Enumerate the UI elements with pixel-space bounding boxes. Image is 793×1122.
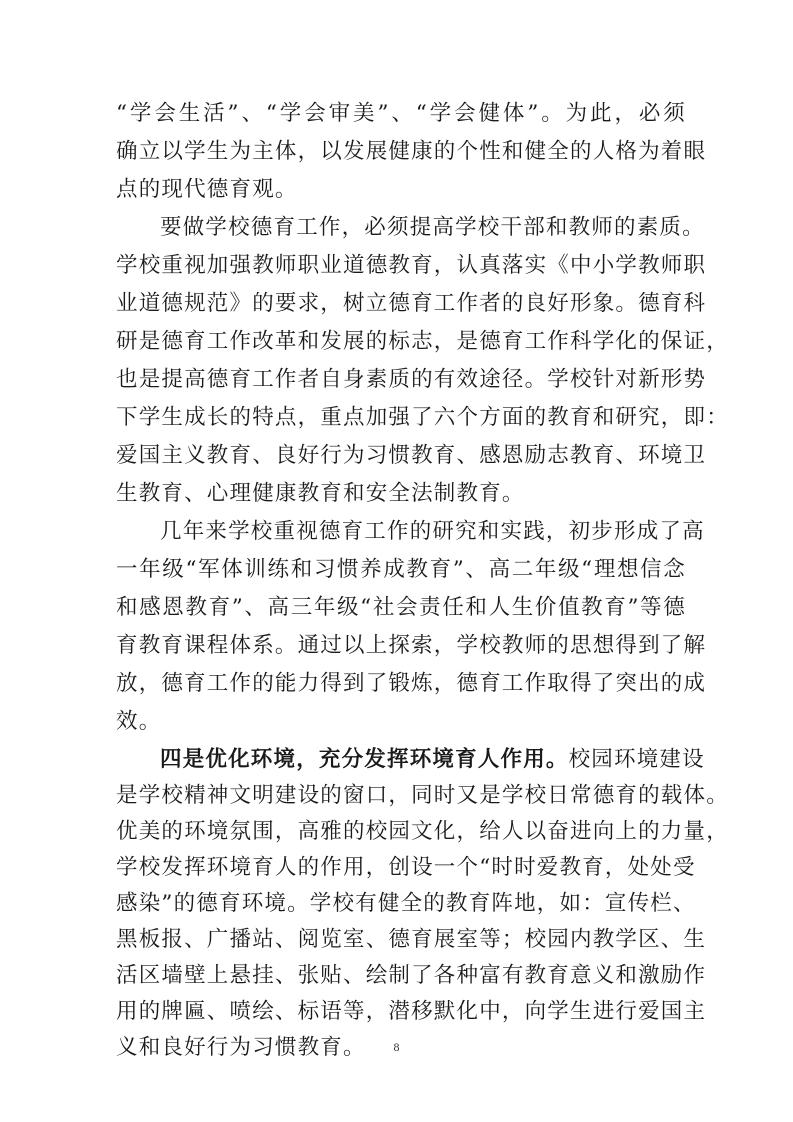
paragraph-line <box>160 746 705 774</box>
paragraph-line: 也是提高德育工作者自身素质的有效途径。学校针对新形势 <box>116 367 707 392</box>
paragraph-line: 和感恩教育”、高三年级“社会责任和人生价值教育”等德 <box>116 595 686 620</box>
paragraph-line: 生教育、心理健康教育和安全法制教育。 <box>116 481 525 506</box>
paragraph-line: 育教育课程体系。通过以上探索，学校教师的思想得到了解 <box>116 633 707 658</box>
paragraph-line: “学会生活”、“学会审美”、“学会健体”。为此，必须 <box>116 101 686 126</box>
page-number: 8 <box>393 1040 400 1054</box>
section-heading: 四是优化环境，充分发挥环境育人作用。 <box>160 747 569 772</box>
paragraph-line: 学校发挥环境育人的作用，创设一个“时时爱教育，处处受 <box>116 855 696 880</box>
paragraph-line: 下学生成长的特点，重点加强了六个方面的教育和研究，即： <box>116 405 729 430</box>
paragraph-text: 校园环境建设 <box>568 747 705 772</box>
paragraph-line: 研是德育工作改革和发展的标志，是德育工作科学化的保证， <box>116 329 729 354</box>
paragraph-line: 点的现代德育观。 <box>116 177 298 202</box>
paragraph-line: 一年级“军体训练和习惯养成教育”、高二年级“理想信念 <box>116 557 686 582</box>
paragraph-line: 几年来学校重视德育工作的研究和实践，初步形成了高 <box>160 519 705 544</box>
paragraph-line: 感染”的德育环境。学校有健全的教育阵地，如：宣传栏、 <box>116 891 696 916</box>
paragraph-line: 用的牌匾、喷绘、标语等，潜移默化中，向学生进行爱国主 <box>116 999 707 1024</box>
paragraph-line: 确立以学生为主体，以发展健康的个性和健全的人格为着眼 <box>116 139 707 164</box>
paragraph-line: 效。 <box>116 709 162 734</box>
paragraph-line: 活区墙壁上悬挂、张贴、绘制了各种富有教育意义和激励作 <box>116 963 707 988</box>
paragraph-line: 优美的环境氛围，高雅的校园文化，给人以奋进向上的力量， <box>116 819 729 844</box>
paragraph-line: 业道德规范》的要求，树立德育工作者的良好形象。德育科 <box>116 291 707 316</box>
paragraph-line: 放，德育工作的能力得到了锻炼，德育工作取得了突出的成 <box>116 671 707 696</box>
paragraph-line: 学校重视加强教师职业道德教育，认真落实《中小学教师职 <box>116 253 707 278</box>
paragraph-line: 爱国主义教育、良好行为习惯教育、感恩励志教育、环境卫 <box>116 443 707 468</box>
paragraph-line: 义和良好行为习惯教育。 <box>116 1035 366 1060</box>
paragraph-line: 是学校精神文明建设的窗口，同时又是学校日常德育的载体。 <box>116 783 729 808</box>
paragraph-line: 要做学校德育工作，必须提高学校干部和教师的素质。 <box>160 215 705 240</box>
paragraph-line: 黑板报、广播站、阅览室、德育展室等；校园内教学区、生 <box>116 927 707 952</box>
